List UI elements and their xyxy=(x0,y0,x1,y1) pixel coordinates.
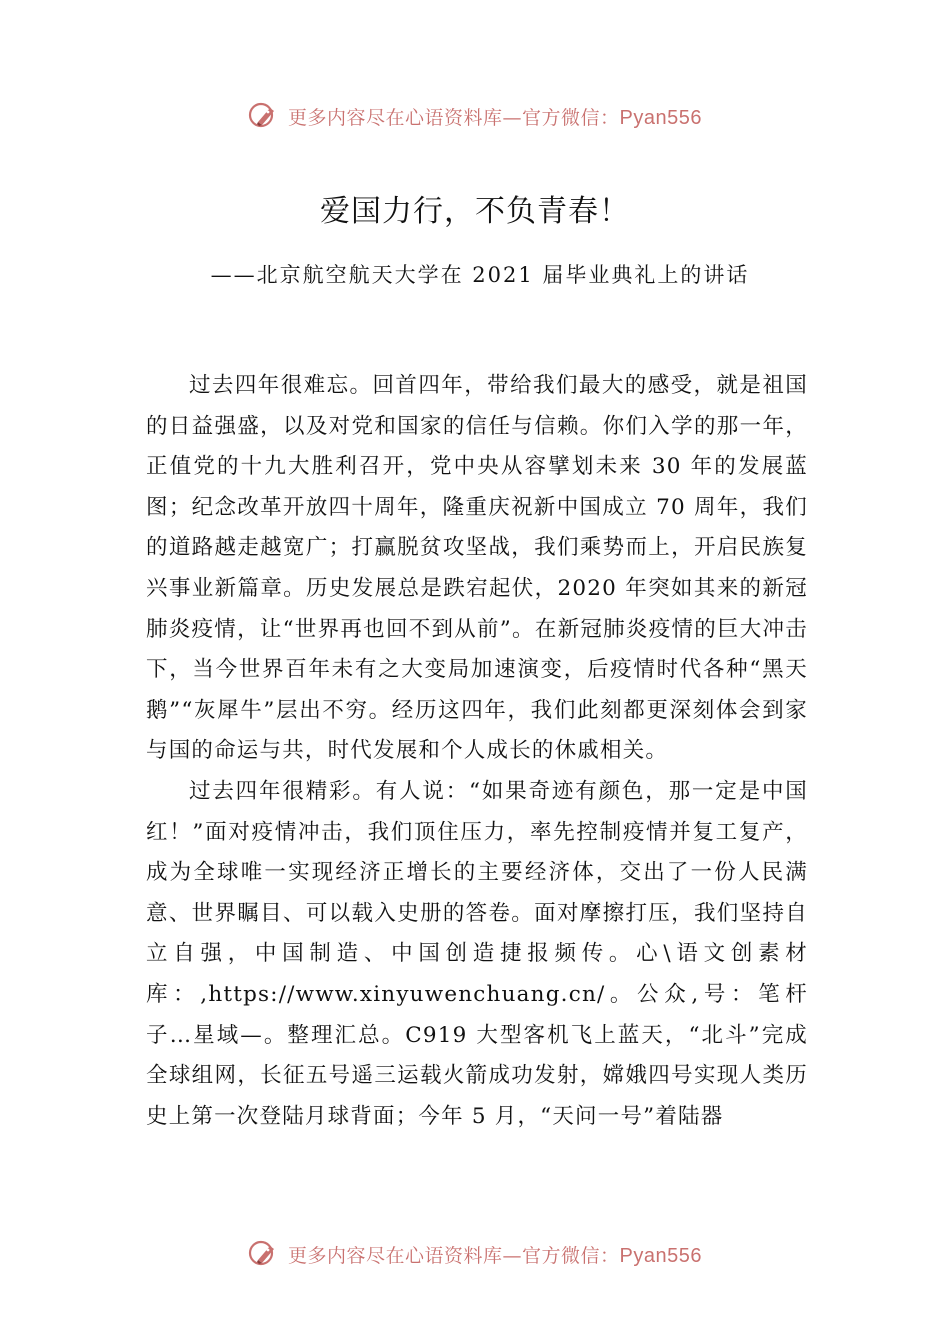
document-subtitle: ——北京航空航天大学在 2021 届毕业典礼上的讲话 xyxy=(210,263,750,287)
pen-nib-circle-icon xyxy=(248,100,280,132)
watermark-banner-bottom xyxy=(0,1234,950,1274)
document-title: 爱国力行，不负青春！ xyxy=(320,194,630,229)
document-body xyxy=(146,366,808,1137)
watermark-text xyxy=(288,1241,702,1268)
watermark-text-cn: 更多内容尽在心语资料库—官方微信： xyxy=(288,1244,620,1267)
watermark-banner-top xyxy=(0,96,950,136)
pen-nib-circle-icon xyxy=(248,1238,280,1270)
watermark-wechat-id: Pyan556 xyxy=(619,1244,702,1267)
watermark-text-cn: 更多内容尽在心语资料库—官方微信： xyxy=(288,106,620,129)
body-paragraph: 过去四年很难忘。回首四年，带给我们最大的感受，就是祖国的日益强盛，以及对党和国家的信任与信赖。你们入学的那一年，正值党的十九大胜利召开，党中央从容擘划未来 30 年的发展蓝图；纪念改革开放四十周年，隆重庆祝新中国成立 70 周年，我们的道路越走越宽广；打赢脱贫攻坚战，我们乘势而上，开启民族复兴事业新篇章。历史发展总是跌宕起伏，2020 年突如其来的新冠肺炎疫情，让“世界再也回不到从前”。在新冠肺炎疫情的巨大冲击下，当今世界百年未有之大变局加速演变，后疫情时代各种“黑天鹅”“灰犀牛”层出不穷。经历这四年，我们此刻都更深刻体会到家与国的命运与共，时代发展和个人成长的休戚相关。 xyxy=(146,373,808,764)
watermark-wechat-id: Pyan556 xyxy=(619,106,702,129)
watermark-text xyxy=(288,103,702,130)
body-paragraph: 过去四年很精彩。有人说：“如果奇迹有颜色，那一定是中国红！”面对疫情冲击，我们顶住压力，率先控制疫情并复工复产，成为全球唯一实现经济正增长的主要经济体，交出了一份人民满意、世界瞩目、可以载入史册的答卷。面对摩擦打压，我们坚持自立自强，中国制造、中国创造捷报频传。心\语文创素材库：,https://www.xinyuwenchuang.cn/。公众,号：笔杆子…星域—。整理汇总。C919 大型客机飞上蓝天，“北斗”完成全球组网，长征五号遥三运载火箭成功发射，嫦娥四号实现人类历史上第一次登陆月球背面；今年 5 月，“天问一号”着陆器 xyxy=(146,778,808,1129)
